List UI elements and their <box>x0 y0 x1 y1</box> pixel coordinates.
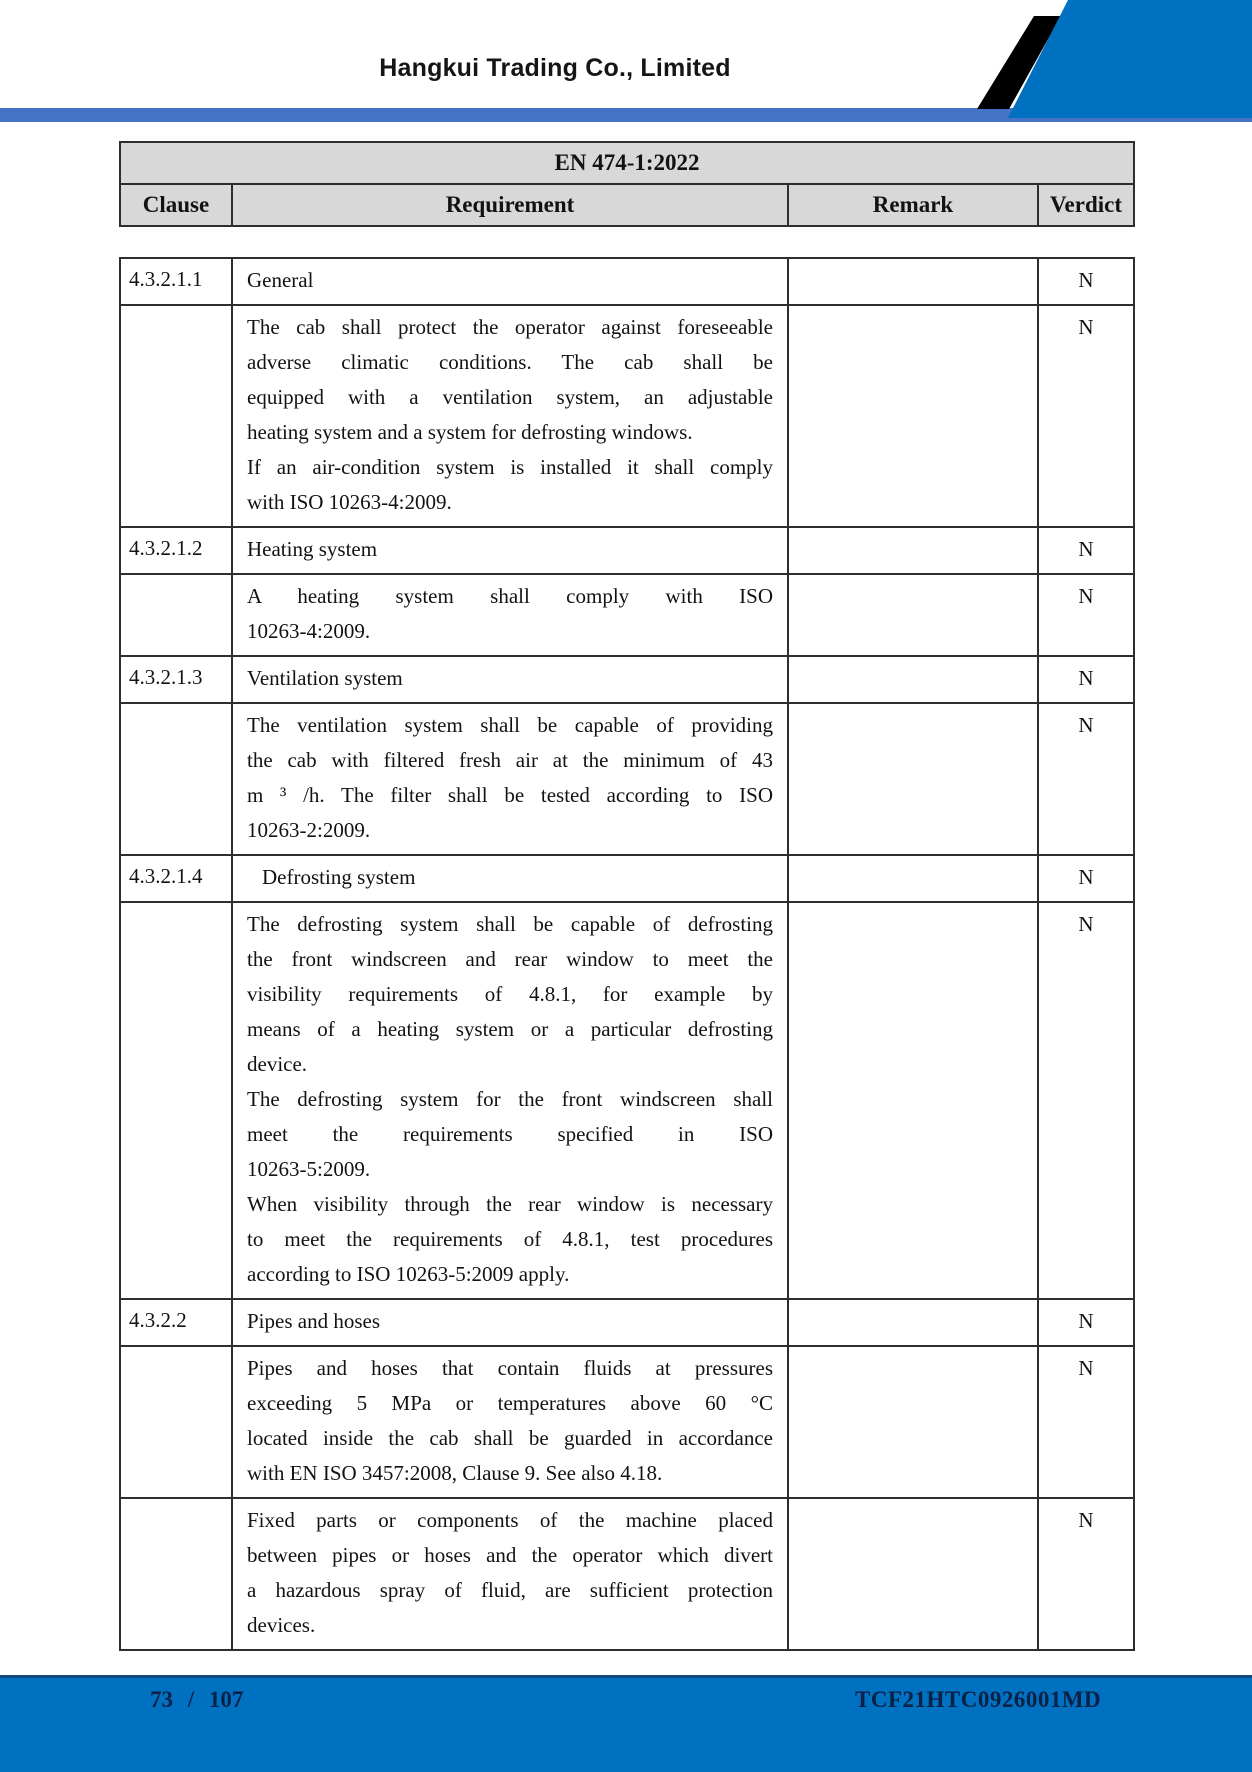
table-row <box>120 527 1134 574</box>
clause-cell <box>120 574 232 656</box>
table-row <box>120 1299 1134 1346</box>
requirement-text-line: a hazardous spray of fluid, are sufficient protection <box>247 1578 773 1602</box>
requirement-text-line: 10263-4:2009. <box>247 619 371 643</box>
requirement-text-line: with EN ISO 3457:2008, Clause 9. See also 4.18. <box>247 1461 663 1485</box>
table-row <box>120 656 1134 703</box>
column-header-remark: Remark <box>788 184 1038 226</box>
verdict-cell: N <box>1038 574 1134 656</box>
column-header-clause: Clause <box>120 184 232 226</box>
verdict-cell: N <box>1038 855 1134 902</box>
remark-cell <box>788 305 1038 527</box>
requirement-text-line: the front windscreen and rear window to meet the <box>247 947 773 971</box>
clause-cell: 4.3.2.1.3 <box>120 656 232 703</box>
clause-cell <box>120 305 232 527</box>
requirement-cell <box>232 305 788 527</box>
table-row <box>120 1498 1134 1650</box>
requirement-title: Pipes and hoses <box>247 1309 380 1333</box>
remark-cell <box>788 1346 1038 1498</box>
standard-title-row <box>120 142 1134 184</box>
requirements-table <box>119 257 1135 1651</box>
requirement-text-line: meet the requirements specified in ISO <box>247 1122 773 1146</box>
requirement-text-line: The cab shall protect the operator against foreseeable <box>247 315 773 339</box>
clause-cell: 4.3.2.1.4 <box>120 855 232 902</box>
remark-cell <box>788 855 1038 902</box>
requirement-text-line: m ³ /h. The filter shall be tested according to ISO <box>247 783 773 807</box>
table-row <box>120 574 1134 656</box>
clause-cell <box>120 1346 232 1498</box>
verdict-cell: N <box>1038 258 1134 305</box>
requirement-title: Ventilation system <box>247 666 403 690</box>
table-row <box>120 258 1134 305</box>
remark-cell <box>788 1299 1038 1346</box>
verdict-cell: N <box>1038 703 1134 855</box>
requirement-text-line: The ventilation system shall be capable of providing <box>247 713 773 737</box>
company-title: Hangkui Trading Co., Limited <box>379 54 731 82</box>
page-number <box>150 1687 243 1713</box>
requirement-text-line: exceeding 5 MPa or temperatures above 60 °C <box>247 1391 773 1415</box>
verdict-cell: N <box>1038 1346 1134 1498</box>
standard-title: EN 474-1:2022 <box>120 142 1134 184</box>
requirement-cell <box>232 1299 788 1346</box>
remark-cell <box>788 703 1038 855</box>
clause-cell <box>120 703 232 855</box>
requirement-text-line: 10263-5:2009. <box>247 1157 371 1181</box>
requirement-cell <box>232 656 788 703</box>
requirement-text-line: visibility requirements of 4.8.1, for example by <box>247 982 773 1006</box>
requirement-text-line: device. <box>247 1052 308 1076</box>
remark-cell <box>788 574 1038 656</box>
requirement-cell <box>232 574 788 656</box>
requirement-cell <box>232 703 788 855</box>
table-row <box>120 902 1134 1299</box>
table-row <box>120 703 1134 855</box>
verdict-cell: N <box>1038 1299 1134 1346</box>
document-number: TCF21HTC0926001MD <box>855 1687 1102 1712</box>
requirement-text-line: adverse climatic conditions. The cab shall be <box>247 350 773 374</box>
requirement-title: Heating system <box>247 537 378 561</box>
column-header-requirement: Requirement <box>232 184 788 226</box>
requirement-text-line: to meet the requirements of 4.8.1, test procedures <box>247 1227 773 1251</box>
verdict-cell: N <box>1038 902 1134 1299</box>
requirement-cell <box>232 902 788 1299</box>
requirement-cell <box>232 855 788 902</box>
requirement-text-line: with ISO 10263-4:2009. <box>247 490 452 514</box>
requirement-text-line: If an air-condition system is installed it shall comply <box>247 455 773 479</box>
requirement-text-line: heating system and a system for defrosting windows. <box>247 420 693 444</box>
requirement-cell <box>232 527 788 574</box>
requirement-cell <box>232 258 788 305</box>
remark-cell <box>788 527 1038 574</box>
requirement-text-line: A heating system shall comply with ISO <box>247 584 773 608</box>
clause-cell <box>120 1498 232 1650</box>
requirement-text-line: When visibility through the rear window is necessary <box>247 1192 773 1216</box>
requirement-text-line: located inside the cab shall be guarded in accordance <box>247 1426 773 1450</box>
remark-cell <box>788 902 1038 1299</box>
table-row <box>120 855 1134 902</box>
page-current: 73 <box>150 1687 173 1712</box>
requirement-cell <box>232 1346 788 1498</box>
table-row <box>120 305 1134 527</box>
clause-cell: 4.3.2.1.1 <box>120 258 232 305</box>
column-header-row <box>120 184 1134 226</box>
requirement-text-line: means of a heating system or a particular defrosting <box>247 1017 773 1041</box>
requirement-cell <box>232 1498 788 1650</box>
requirement-text-line: The defrosting system for the front windscreen shall <box>247 1087 773 1111</box>
verdict-cell: N <box>1038 1498 1134 1650</box>
footer-bar <box>0 1675 1252 1772</box>
requirement-text-line: according to ISO 10263-5:2009 apply. <box>247 1262 570 1286</box>
requirement-text-line: devices. <box>247 1613 316 1637</box>
requirement-text-line: Pipes and hoses that contain fluids at pressures <box>247 1356 773 1380</box>
verdict-cell: N <box>1038 527 1134 574</box>
requirement-text-line: the cab with filtered fresh air at the minimum of 43 <box>247 748 773 772</box>
remark-cell <box>788 258 1038 305</box>
requirement-title: Defrosting system <box>262 865 416 889</box>
requirement-text-line: Fixed parts or components of the machine placed <box>247 1508 773 1532</box>
clause-cell <box>120 902 232 1299</box>
remark-cell <box>788 1498 1038 1650</box>
clause-cell: 4.3.2.1.2 <box>120 527 232 574</box>
requirement-text-line: 10263-2:2009. <box>247 818 371 842</box>
verdict-cell: N <box>1038 305 1134 527</box>
verdict-cell: N <box>1038 656 1134 703</box>
page-separator: / <box>173 1687 209 1712</box>
column-header-verdict: Verdict <box>1038 184 1134 226</box>
requirement-title: General <box>247 268 314 292</box>
clause-cell: 4.3.2.2 <box>120 1299 232 1346</box>
table-row <box>120 1346 1134 1498</box>
requirement-text-line: equipped with a ventilation system, an adjustable <box>247 385 773 409</box>
requirement-text-line: The defrosting system shall be capable of defrosting <box>247 912 773 936</box>
remark-cell <box>788 656 1038 703</box>
requirement-text-line: between pipes or hoses and the operator which divert <box>247 1543 773 1567</box>
standard-header-table <box>119 141 1135 227</box>
page-total: 107 <box>208 1687 244 1712</box>
